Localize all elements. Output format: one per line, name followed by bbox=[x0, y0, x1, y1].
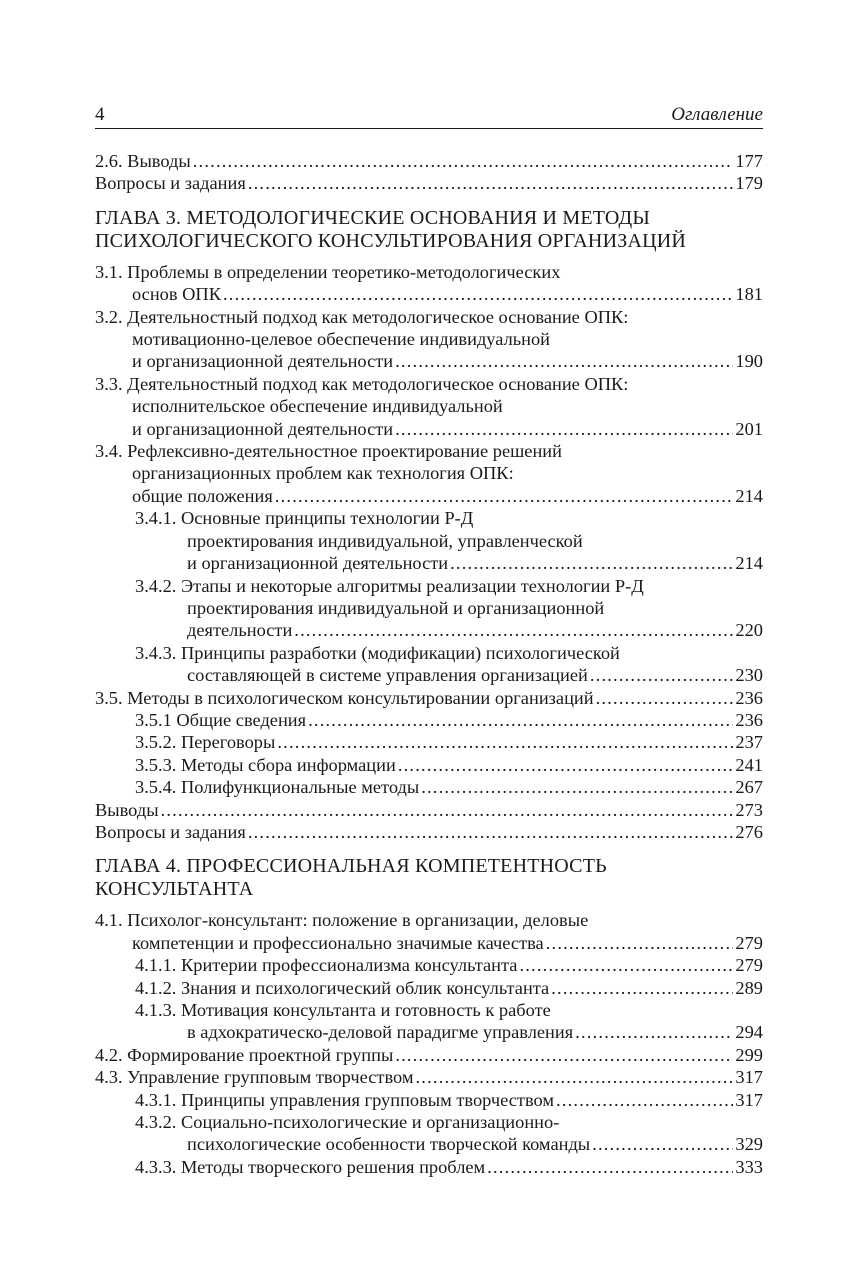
toc-entry-text: основ ОПК bbox=[132, 284, 221, 305]
toc-entry-last-line bbox=[95, 1044, 763, 1066]
toc-entry-text: 3.4.3. Принципы разработки (модификации) психологической bbox=[135, 642, 620, 663]
toc-entry-text: мотивационно-целевое обеспечение индивидуальной bbox=[132, 329, 551, 350]
toc-page-number: 177 bbox=[735, 151, 763, 171]
toc-entry[interactable] bbox=[95, 1066, 763, 1088]
dot-leader bbox=[519, 954, 733, 976]
dot-leader bbox=[193, 150, 734, 172]
toc-entry-last-line bbox=[95, 283, 763, 305]
toc-entry-text: 4.1. Психолог-консультант: положение в организации, деловые bbox=[95, 910, 589, 931]
dot-leader bbox=[277, 731, 733, 753]
toc-entry[interactable] bbox=[95, 440, 763, 507]
toc-entry-text: психологические особенности творческой команды bbox=[187, 1134, 591, 1155]
dot-leader bbox=[421, 776, 733, 798]
toc-entry-line bbox=[95, 462, 763, 484]
toc-entry[interactable] bbox=[95, 731, 763, 753]
toc-entry[interactable] bbox=[95, 799, 763, 821]
toc-entry-last-line bbox=[135, 552, 763, 574]
toc-page-number: 241 bbox=[735, 754, 763, 775]
toc-entry-last-line bbox=[95, 799, 763, 821]
page-number: 4 bbox=[95, 104, 105, 125]
toc-entry-line bbox=[135, 597, 763, 619]
toc-entry-text: Вопросы и задания bbox=[95, 821, 246, 842]
toc-entry-text: общие положения bbox=[132, 485, 273, 506]
toc-page-number: 279 bbox=[735, 955, 763, 976]
dot-leader bbox=[590, 664, 734, 686]
toc-entry[interactable] bbox=[95, 261, 763, 306]
toc-entry-last-line bbox=[135, 977, 763, 999]
toc-page-number: 236 bbox=[735, 687, 763, 708]
toc-entry-text: 3.2. Деятельностный подход как методологическое основание ОПК: bbox=[95, 306, 629, 327]
toc-entry-last-line bbox=[135, 754, 763, 776]
toc-entry[interactable] bbox=[95, 954, 763, 976]
toc-entry-text: 3.1. Проблемы в определении теоретико-методологических bbox=[95, 261, 561, 282]
dot-leader bbox=[487, 1156, 733, 1178]
toc-page-number: 299 bbox=[735, 1044, 763, 1065]
toc-entry[interactable] bbox=[95, 1111, 763, 1156]
chapter-heading-line: ГЛАВА 3. МЕТОДОЛОГИЧЕСКИЕ ОСНОВАНИЯ И МЕТОДЫ bbox=[95, 206, 651, 229]
toc-entry-text: и организационной деятельности bbox=[132, 351, 394, 372]
toc-entry-line bbox=[95, 440, 763, 462]
dot-leader bbox=[275, 485, 734, 507]
running-title: Оглавление bbox=[671, 104, 763, 125]
dot-leader bbox=[450, 552, 733, 574]
toc-entry[interactable] bbox=[95, 909, 763, 954]
toc-entry-text: составляющей в системе управления организацией bbox=[187, 665, 588, 686]
toc-entry[interactable] bbox=[95, 977, 763, 999]
toc-entry[interactable] bbox=[95, 507, 763, 574]
toc-page-number: 201 bbox=[735, 418, 763, 439]
toc-entry-text: 4.2. Формирование проектной группы bbox=[95, 1044, 394, 1065]
toc-entry-line bbox=[135, 530, 763, 552]
toc-entry-text: 4.3.1. Принципы управления групповым творчеством bbox=[135, 1089, 555, 1110]
dot-leader bbox=[395, 1044, 733, 1066]
toc-entry[interactable] bbox=[95, 373, 763, 440]
dot-leader bbox=[223, 283, 733, 305]
dot-leader bbox=[395, 418, 733, 440]
toc-entry[interactable] bbox=[95, 1089, 763, 1111]
toc-entry-text: 4.1.1. Критерии профессионализма консультанта bbox=[135, 955, 518, 976]
dot-leader bbox=[294, 619, 733, 641]
toc-page-number: 294 bbox=[735, 1022, 763, 1043]
toc-entry[interactable] bbox=[95, 821, 763, 843]
dot-leader bbox=[398, 754, 734, 776]
toc-entry-text: 4.1.2. Знания и психологический облик консультанта bbox=[135, 977, 550, 998]
dot-leader bbox=[592, 1133, 733, 1155]
dot-leader bbox=[596, 687, 734, 709]
dot-leader bbox=[248, 821, 734, 843]
toc-entry-text: компетенции и профессионально значимые качества bbox=[132, 932, 544, 953]
toc-entry[interactable] bbox=[95, 687, 763, 709]
toc-entry-text: 4.3.2. Социально-психологические и организационно- bbox=[135, 1112, 560, 1133]
toc-entry-last-line bbox=[135, 731, 763, 753]
toc-entry-text: 4.1.3. Мотивация консультанта и готовность к работе bbox=[135, 1000, 551, 1020]
toc-page-number: 220 bbox=[735, 620, 763, 641]
toc-entry-line bbox=[95, 261, 763, 283]
toc-entry-text: 3.5.3. Методы сбора информации bbox=[135, 754, 396, 775]
chapter-heading bbox=[95, 207, 763, 253]
toc-entry-line bbox=[95, 395, 763, 417]
toc-entry-last-line bbox=[95, 821, 763, 843]
toc-entry-text: 3.4.1. Основные принципы технологии Р-Д bbox=[135, 508, 474, 529]
toc-entry-last-line bbox=[135, 1133, 763, 1155]
toc-entry-line bbox=[135, 642, 763, 664]
dot-leader bbox=[546, 932, 734, 954]
toc-entry-text: 3.3. Деятельностный подход как методологическое основание ОПК: bbox=[95, 373, 629, 394]
toc-entry-text: 4.3.3. Методы творческого решения проблем bbox=[135, 1156, 486, 1177]
toc-entry-last-line bbox=[95, 350, 763, 372]
toc-entry-text: исполнительское обеспечение индивидуальной bbox=[132, 396, 503, 417]
toc-entry-text: и организационной деятельности bbox=[132, 418, 394, 439]
toc-page-number: 273 bbox=[735, 799, 763, 820]
table-of-contents bbox=[95, 150, 763, 1178]
dot-leader bbox=[416, 1066, 734, 1088]
toc-entry-text: 3.5.4. Полифункциональные методы bbox=[135, 777, 420, 798]
toc-page-number: 267 bbox=[735, 777, 763, 798]
toc-entry-last-line bbox=[135, 954, 763, 976]
toc-entry-text: 3.5.2. Переговоры bbox=[135, 732, 276, 753]
toc-entry-last-line bbox=[135, 709, 763, 731]
toc-entry-last-line bbox=[95, 1066, 763, 1088]
chapter-heading bbox=[95, 855, 763, 901]
chapter-heading-line: ПСИХОЛОГИЧЕСКОГО КОНСУЛЬТИРОВАНИЯ ОРГАНИЗАЦИЙ bbox=[95, 229, 687, 252]
toc-entry[interactable] bbox=[95, 1044, 763, 1066]
toc-entry-line bbox=[95, 373, 763, 395]
toc-entry-last-line bbox=[95, 687, 763, 709]
toc-page-number: 276 bbox=[735, 821, 763, 842]
toc-entry[interactable] bbox=[95, 776, 763, 798]
dot-leader bbox=[161, 799, 734, 821]
toc-entry-line bbox=[135, 1111, 763, 1133]
dot-leader bbox=[556, 1089, 733, 1111]
toc-entry-text: деятельности bbox=[187, 620, 293, 641]
toc-entry-last-line bbox=[95, 932, 763, 954]
toc-entry-line bbox=[135, 575, 763, 597]
toc-entry[interactable] bbox=[95, 575, 763, 642]
toc-entry-line bbox=[95, 909, 763, 931]
chapter-heading-line: ГЛАВА 4. ПРОФЕССИОНАЛЬНАЯ КОМПЕТЕНТНОСТЬ bbox=[95, 855, 607, 878]
toc-page-number: 179 bbox=[735, 173, 763, 194]
toc-page-number: 237 bbox=[735, 732, 763, 753]
toc-entry-last-line bbox=[135, 1089, 763, 1111]
toc-entry-text: организационных проблем как технология ОПК: bbox=[132, 463, 514, 484]
toc-page-number: 289 bbox=[735, 977, 763, 998]
toc-entry[interactable] bbox=[95, 999, 763, 1044]
toc-page-number: 317 bbox=[735, 1089, 763, 1110]
toc-entry-last-line bbox=[135, 664, 763, 686]
toc-entry-last-line bbox=[95, 172, 763, 194]
toc-entry-last-line bbox=[95, 418, 763, 440]
toc-entry-last-line bbox=[135, 619, 763, 641]
toc-entry-text: 3.5.1 Общие сведения bbox=[135, 709, 307, 730]
toc-entry-line bbox=[95, 306, 763, 328]
toc-entry-text: в адхократическо-деловой парадигме управления bbox=[187, 1022, 574, 1043]
toc-entry-text: 3.5. Методы в психологическом консультировании организаций bbox=[95, 687, 594, 708]
toc-entry-text: 3.4.2. Этапы и некоторые алгоритмы реализации технологии Р-Д bbox=[135, 575, 644, 596]
toc-page-number: 214 bbox=[735, 485, 763, 506]
toc-page-number: 333 bbox=[735, 1156, 763, 1177]
toc-entry-last-line bbox=[135, 1156, 763, 1178]
toc-entry-text: Выводы bbox=[95, 799, 159, 820]
page-header bbox=[95, 104, 763, 129]
toc-entry[interactable] bbox=[95, 172, 763, 194]
toc-entry-line bbox=[95, 328, 763, 350]
toc-entry[interactable] bbox=[95, 754, 763, 776]
toc-page-number: 329 bbox=[735, 1134, 763, 1155]
toc-entry[interactable] bbox=[95, 1156, 763, 1178]
toc-page-number: 317 bbox=[735, 1067, 763, 1088]
toc-entry-last-line bbox=[135, 776, 763, 798]
dot-leader bbox=[308, 709, 733, 731]
toc-page-number: 214 bbox=[735, 553, 763, 574]
toc-entry-text: 4.3. Управление групповым творчеством bbox=[95, 1067, 414, 1088]
dot-leader bbox=[575, 1021, 733, 1043]
toc-entry[interactable] bbox=[95, 150, 763, 172]
toc-entry-text: проектирования индивидуальной и организационной bbox=[187, 597, 605, 618]
toc-entry[interactable] bbox=[95, 306, 763, 373]
toc-entry[interactable] bbox=[95, 709, 763, 731]
toc-entry-text: 2.6. Выводы bbox=[95, 151, 191, 171]
toc-entry[interactable] bbox=[95, 642, 763, 687]
toc-page-number: 181 bbox=[735, 284, 763, 305]
dot-leader bbox=[395, 350, 733, 372]
toc-page-number: 230 bbox=[735, 665, 763, 686]
dot-leader bbox=[248, 172, 734, 194]
toc-entry-last-line bbox=[95, 485, 763, 507]
toc-entry-text: Вопросы и задания bbox=[95, 173, 246, 194]
toc-page-number: 279 bbox=[735, 932, 763, 953]
dot-leader bbox=[551, 977, 733, 999]
toc-entry-text: проектирования индивидуальной, управленческой bbox=[187, 530, 583, 551]
toc-entry-line bbox=[135, 507, 763, 529]
chapter-heading-line: КОНСУЛЬТАНТА bbox=[95, 878, 254, 901]
toc-entry-text: и организационной деятельности bbox=[187, 553, 449, 574]
toc-page-number: 236 bbox=[735, 709, 763, 730]
toc-entry-text: 3.4. Рефлексивно-деятельностное проектирование решений bbox=[95, 441, 562, 462]
toc-entry-line bbox=[135, 999, 763, 1021]
toc-page-number: 190 bbox=[735, 351, 763, 372]
toc-entry-last-line bbox=[95, 150, 763, 172]
toc-entry-last-line bbox=[135, 1021, 763, 1043]
